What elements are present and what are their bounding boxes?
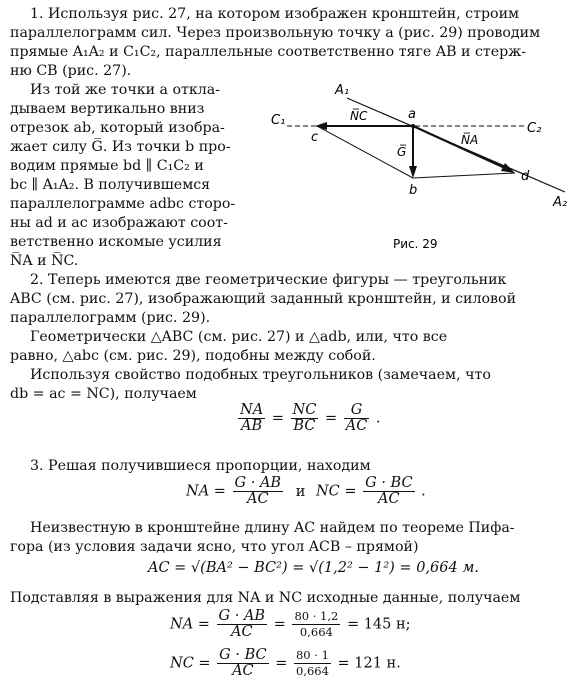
eq2-den1: AC <box>247 491 269 507</box>
equation-na-result: NA = $\frac{G \cdot AB}{AC}$ = $\frac{80 \cdot 1,2}{0,664}$ = 145 н; <box>170 608 411 640</box>
eq5-den1: AC <box>232 663 254 679</box>
eq4-num2: 80 · 1,2 <box>294 609 339 623</box>
eq5-num2: 80 · 1 <box>294 648 331 664</box>
eq4-den2: 0,664 <box>299 625 333 639</box>
para1-line-4: ню CB (рис. 27). <box>10 63 132 79</box>
label-b: b <box>409 183 418 198</box>
para2-line-2: ABC (см. рис. 27), изображающий заданный кронштейн, и силовой <box>10 291 517 307</box>
eq4-result: = 145 н; <box>346 616 411 633</box>
para1b-line-3: отрезок ab, который изобра- <box>10 120 225 136</box>
label-A2: A₂ <box>553 195 568 210</box>
force-parallelogram-figure <box>265 80 580 255</box>
eq2-num2: G · BC <box>365 475 413 491</box>
eq2-and: и <box>295 483 306 500</box>
equation-nc-result: NC = $\frac{G \cdot BC}{AC}$ = $\frac{80 \cdot 1}{0,664}$ = 121 н. <box>170 647 401 679</box>
eq1-a-den: AB <box>241 418 263 434</box>
para3-line-1: 3. Решая получившиеся пропорции, находим <box>30 458 371 474</box>
label-a: a <box>408 107 416 122</box>
label-c: c <box>311 130 319 145</box>
eq5-num1: G · BC <box>219 647 267 663</box>
para1-line-1: 1. Используя рис. 27, на котором изображен кронштейн, строим <box>30 6 520 22</box>
eq1-b-num: NC <box>292 402 317 418</box>
eq1-b-den: BC <box>293 418 316 434</box>
eq1-c-num: G <box>344 403 370 419</box>
eq5-result: = 121 н. <box>337 655 401 672</box>
para1b-line-2: дываем вертикально вниз <box>10 101 205 117</box>
figure-caption: Рис. 29 <box>393 237 438 251</box>
equation-solutions: NA = $\frac{G \cdot AB}{AC}$ и NC = $\frac{G \cdot BC}{AC}$ . <box>186 475 426 507</box>
para2-line-4: Геометрически △ABC (см. рис. 27) и △adb, или, что все <box>30 329 448 345</box>
para1b-line-5: водим прямые bd ∥ C₁C₂ и <box>10 158 204 174</box>
para1b-line-1: Из той же точки a откла- <box>30 82 221 98</box>
para1b-line-7: параллелограмме adbc сторо- <box>10 196 236 212</box>
label-A1: A₁ <box>335 83 350 98</box>
para1b-line-8: ны ad и ac изображают соот- <box>10 215 228 231</box>
eq5-den2: 0,664 <box>295 664 329 678</box>
eq4-den1: AC <box>231 624 253 640</box>
eq5-lhs: NC = <box>170 655 211 672</box>
para1b-line-4: жает силу G̅. Из точки b про- <box>10 139 231 155</box>
para1b-line-9: ветственно искомые усилия <box>10 234 222 250</box>
para1-line-3: прямые A₁A₂ и C₁C₂, параллельные соответственно тяге AB и стерж- <box>10 44 527 60</box>
eq2-lhs2: NC = <box>315 483 357 500</box>
label-d: d <box>521 169 530 184</box>
para2-line-7: db = ac = NC), получаем <box>10 386 197 402</box>
label-G: G̅ <box>397 145 407 159</box>
label-NC: N̅C <box>350 109 368 123</box>
eq2-lhs1: NA = <box>186 483 226 500</box>
label-C2: C₂ <box>527 121 542 136</box>
para4-line-2: гора (из условия задачи ясно, что угол ACB – прямой) <box>10 539 419 555</box>
para1-line-2: параллелограмм сил. Через произвольную точку a (рис. 29) проводим <box>10 25 541 41</box>
eq1-c-den: AC <box>345 418 368 434</box>
label-NA: N̅A <box>461 133 479 147</box>
equation-proportion: $\frac{NA}{AB}$ = $\frac{NC}{BC}$ = $\frac{G}{AC}$ . <box>240 402 381 434</box>
para2-line-5: равно, △abc (см. рис. 29), подобны между собой. <box>10 348 376 364</box>
eq1-a-num: NA <box>240 402 264 418</box>
para2-line-1: 2. Теперь имеются две геометрические фигуры — треугольник <box>30 272 507 288</box>
label-C1: C₁ <box>271 113 286 128</box>
para2-line-3: параллелограмм (рис. 29). <box>10 310 211 326</box>
para5-line-1: Подставляя в выражения для NA и NC исходные данные, получаем <box>10 590 521 606</box>
para4-line-1: Неизвестную в кронштейне длину AC найдем по теореме Пифа- <box>30 520 515 536</box>
para2-line-6: Используя свойство подобных треугольников (замечаем, что <box>30 367 491 383</box>
equation-pythagoras: AC = √(BA² − BC²) = √(1,2² − 1²) = 0,664 м. <box>148 560 479 576</box>
eq2-den2: AC <box>378 491 400 507</box>
eq4-num1: G · AB <box>218 608 266 624</box>
para1b-line-6: bc ∥ A₁A₂. В получившемся <box>10 177 211 193</box>
eq4-lhs: NA = <box>170 616 210 633</box>
eq2-num1: G · AB <box>234 475 282 491</box>
para1b-line-10: N̅A и N̅C. <box>10 253 79 269</box>
